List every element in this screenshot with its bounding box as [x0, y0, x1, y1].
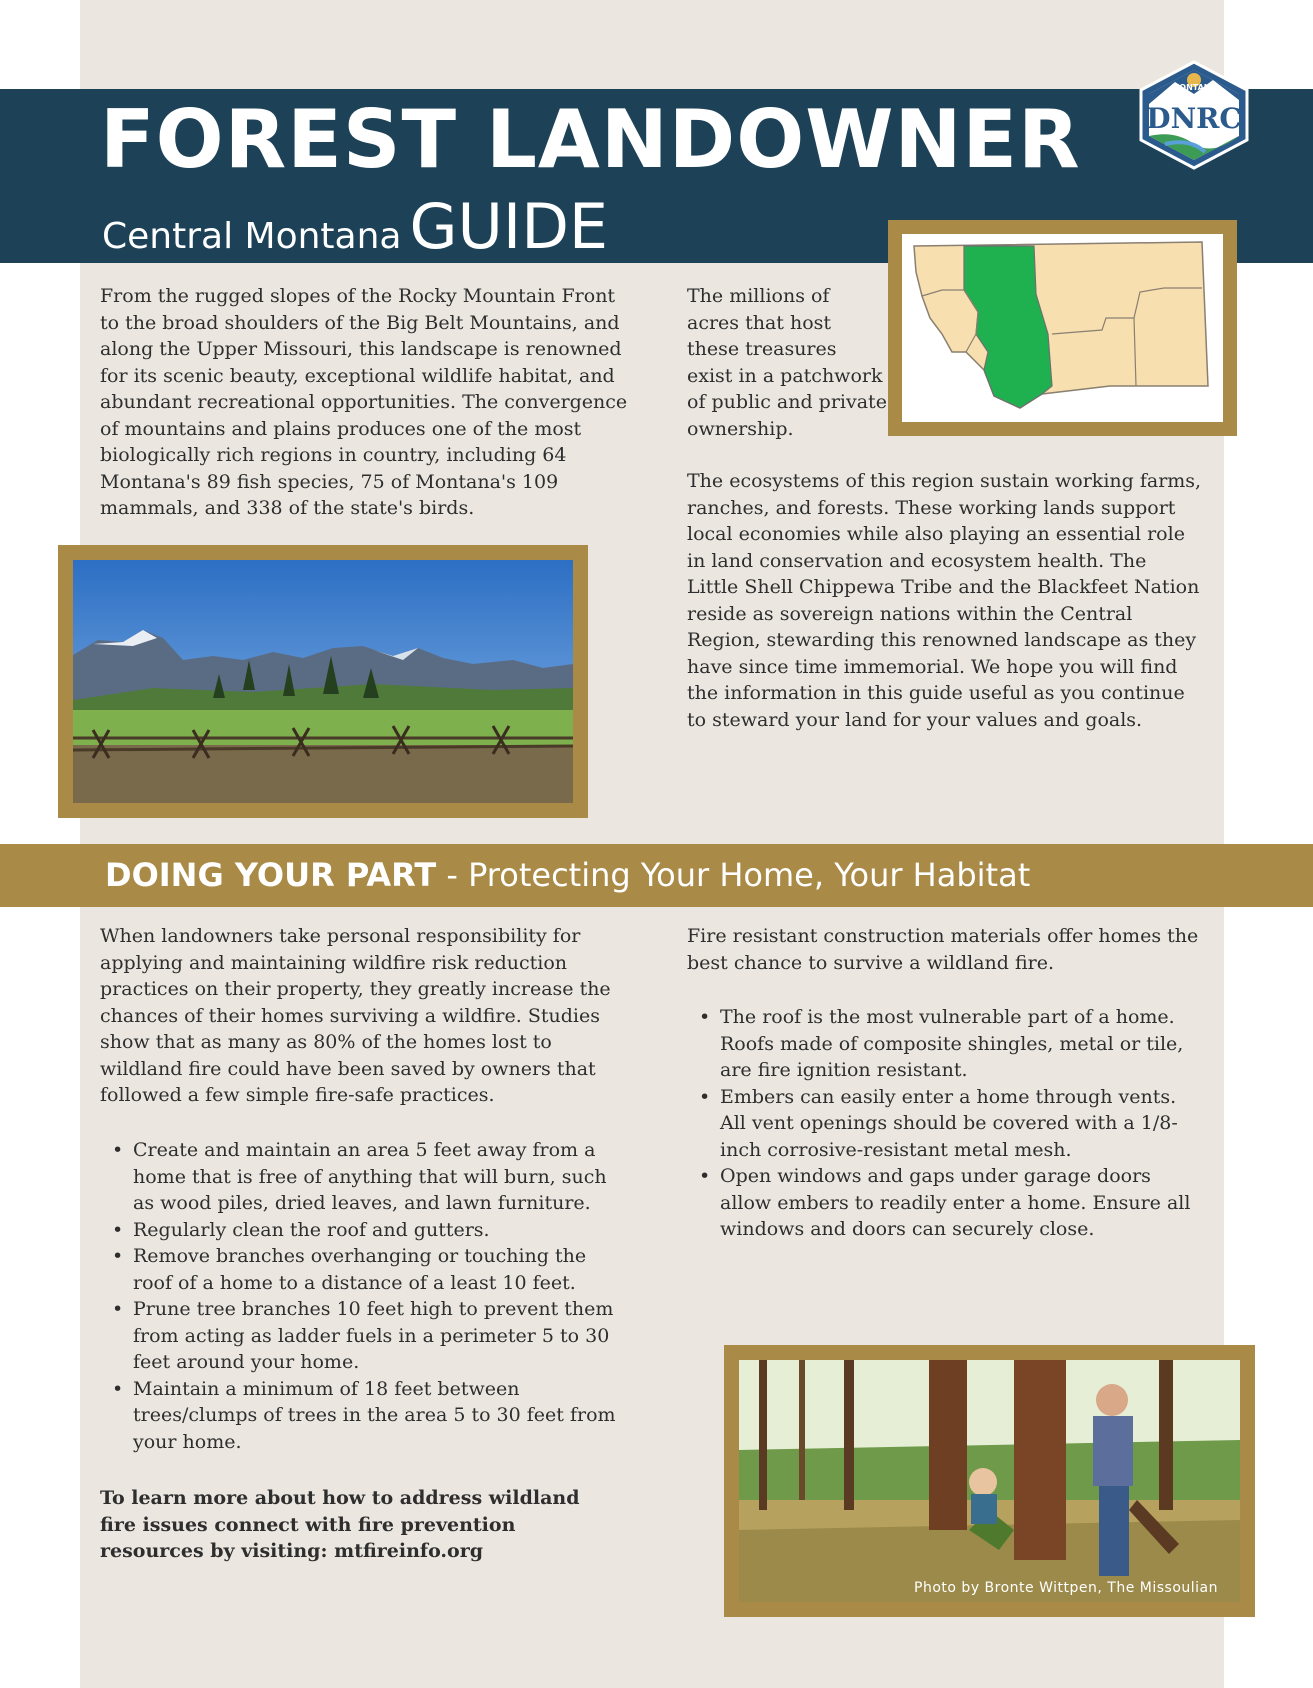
bullet-icon: •: [699, 1165, 711, 1187]
wildfire-paragraph: When landowners take personal responsibility for applying and maintaining wildfire risk reduction practices on their property, they greatly increase the chances of their homes surviving a wildfire. Studies show that as many as 80% of the homes lost to wildland fire could have been saved by owners that followed a few simple fire-safe practices.: [100, 925, 611, 1106]
montana-map-svg: [902, 234, 1223, 422]
construction-list: [687, 1004, 1207, 1243]
list-item-text: Maintain a minimum of 18 feet between trees/clumps of trees in the area 5 to 30 feet from your home.: [133, 1377, 616, 1453]
section-heading: [105, 852, 1030, 898]
photo-credit: Photo by Bronte Wittpen, The Missoulian: [914, 1580, 1218, 1596]
forest-photo-image: [739, 1360, 1240, 1602]
list-item-text: Remove branches overhanging or touching the roof of a home to a distance of a least 10 feet.: [133, 1245, 587, 1294]
list-item-text: Prune tree branches 10 feet high to prevent them from acting as ladder fuels in a perimeter 5 to 30 feet around your home.: [133, 1298, 614, 1373]
page-subtitle: [102, 190, 609, 263]
list-item-text: Create and maintain an area 5 feet away from a home that is free of anything that will burn, such as wood piles, dried leaves, and lawn furniture.: [133, 1139, 607, 1214]
section-heading-rest: - Protecting Your Home, Your Habitat: [436, 856, 1031, 894]
section-heading-bold: DOING YOUR PART: [105, 856, 437, 894]
list-item-text: The roof is the most vulnerable part of a home. Roofs made of composite shingles, metal or tile, are fire ignition resistant.: [720, 1006, 1184, 1081]
forest-photo: [739, 1360, 1240, 1602]
bullet-icon: •: [112, 1139, 124, 1161]
bullet-icon: •: [112, 1377, 124, 1400]
list-item-text: Open windows and gaps under garage doors allow embers to readily enter a home. Ensure all windows and doors can securely close.: [720, 1165, 1191, 1240]
logo-small-text: MONTANA: [1171, 83, 1217, 92]
wildfire-practices-list: [100, 1137, 620, 1455]
list-item: [687, 1163, 1207, 1243]
bullet-icon: •: [699, 1085, 711, 1108]
forest-photo-frame: [724, 1345, 1255, 1617]
intro-paragraph-3: The ecosystems of this region sustain working farms, ranches, and forests. These working lands support local economies while also playing an essential role in land conservation and ecosystem health. The Little Shell Chippewa Tribe and the Blackfeet Nation reside as sovereign nations within the Central Region, stewarding this renowned landscape as they have since time immemorial. We hope you will find the information in this guide useful as you continue to steward your land for your values and goals.: [687, 470, 1202, 731]
dnrc-logo: [1135, 60, 1253, 170]
subtitle-guide: GUIDE: [409, 190, 609, 263]
page-title: FOREST LANDOWNER: [100, 93, 1081, 186]
bullet-icon: •: [112, 1245, 124, 1267]
subtitle-region: Central Montana: [102, 216, 402, 257]
construction-paragraph: Fire resistant construction materials offer homes the best chance to survive a wildland fire.: [687, 925, 1199, 974]
fire-info-callout: To learn more about how to address wildland fire issues connect with fire prevention resources by visiting: mtfireinfo.org: [100, 1487, 580, 1562]
logo-big-text: DNRC: [1146, 102, 1242, 135]
landscape-photo-frame: [58, 545, 588, 818]
list-item: [687, 1084, 1207, 1164]
list-item: [100, 1137, 620, 1217]
bullet-icon: •: [699, 1006, 711, 1028]
list-item: [100, 1217, 620, 1244]
list-item: [100, 1376, 620, 1456]
list-item: [687, 1004, 1207, 1084]
region-map-frame: [888, 220, 1237, 436]
list-item: [100, 1296, 620, 1376]
intro-paragraph-1: From the rugged slopes of the Rocky Mountain Front to the broad shoulders of the Big Belt Mountains, and along the Upper Missouri, this landscape is renowned for its scenic beauty, exceptional wildlife habitat, and abundant recreational opportunities. The convergence of mountains and plains produces one of the most biologically rich regions in country, including 64 Montana's 89 fish species, 75 of Montana's 109 mammals, and 338 of the state's birds.: [100, 285, 628, 519]
list-item-text: Regularly clean the roof and gutters.: [133, 1218, 490, 1241]
intro-paragraph-2: The millions of acres that host these treasures exist in a patchwork of public and private ownership.: [687, 285, 887, 440]
list-item-text: Embers can easily enter a home through vents. All vent openings should be covered with a 1/8-inch corrosive-resistant metal mesh.: [720, 1085, 1178, 1161]
bullet-icon: •: [112, 1298, 124, 1320]
region-map: [902, 234, 1223, 422]
list-item: [100, 1243, 620, 1296]
bullet-icon: •: [112, 1218, 124, 1241]
landscape-photo: [73, 560, 573, 803]
